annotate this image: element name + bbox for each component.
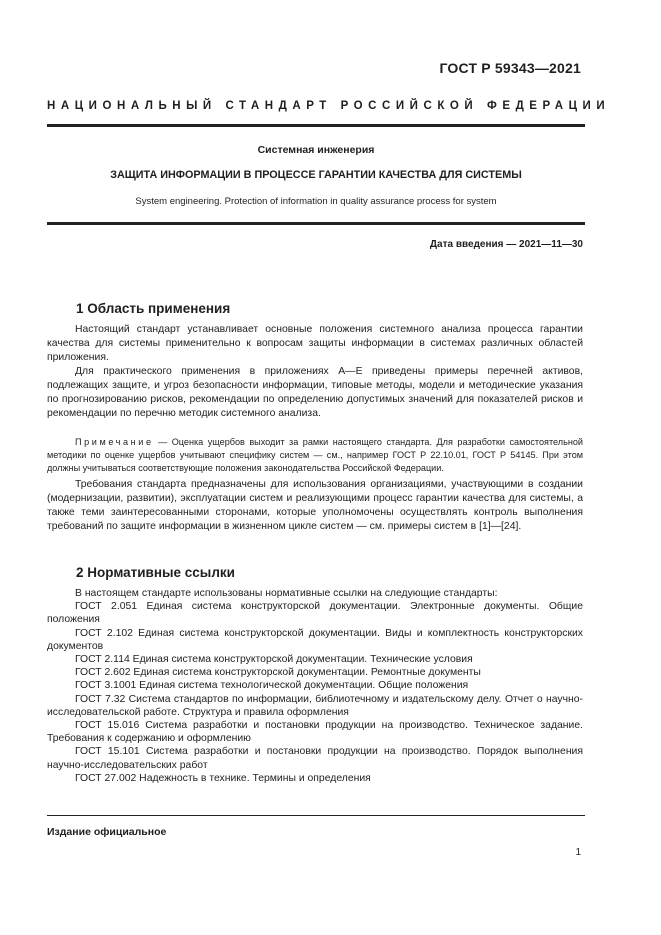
reference-item: ГОСТ 2.102 Единая система конструкторской документации. Виды и комплектность конструкторских документов xyxy=(47,627,583,652)
english-title: System engineering. Protection of information in quality assurance process for system xyxy=(135,196,497,207)
reference-item: ГОСТ 15.016 Система разработки и постановки продукции на производство. Техническое задание. Требования к содержанию и оформлению xyxy=(47,720,583,745)
national-standard-banner: НАЦИОНАЛЬНЫЙ СТАНДАРТ РОССИЙСКОЙ ФЕДЕРАЦИИ xyxy=(47,100,611,112)
paragraph-text: Требования стандарта предназначены для использования организациями, участвующими в создании (модернизации, развитии), эксплуатации систем и реализующими процесс гарантии качества для системы, а также теми заинтересованными сторонами, которые уполномочены осуществлять контроль выполнения требований по защите информации в жизненном цикле систем — см. примеры систем в [1]—[24]. xyxy=(47,479,583,532)
document-subtitle: Системная инженерия xyxy=(257,144,375,156)
note-label: Примечание xyxy=(75,437,154,447)
note-text: — Оценка ущербов выходит за рамки настоящего стандарта. Для разработки самостоятельной методики по оценке ущербов учитывают специфику систем — см., например ГОСТ Р 22.10.01, ГОСТ Р 54145. При этом должны учитываться соответствующие положения законодательства Российской Федерации. xyxy=(47,437,583,473)
section-1-note xyxy=(47,436,583,475)
reference-item: ГОСТ 2.051 Единая система конструкторской документации. Электронные документы. Общие положения xyxy=(47,601,583,626)
reference-item: ГОСТ 3.1001 Единая система технологической документации. Общие положения xyxy=(75,680,469,692)
section-1-paragraph-1 xyxy=(47,323,583,365)
paragraph-text: Настоящий стандарт устанавливает основные положения системного анализа процесса гарантии качества для системы применительно к вопросам защиты информации в системах различных областей приложения. xyxy=(47,324,583,363)
section-1-paragraph-2 xyxy=(47,365,583,421)
reference-item: ГОСТ 27.002 Надежность в технике. Термины и определения xyxy=(75,772,371,784)
normative-references-list xyxy=(47,587,583,785)
title-bottom-rule xyxy=(47,222,585,225)
references-intro: В настоящем стандарте использованы нормативные ссылки на следующие стандарты: xyxy=(75,588,498,599)
section-1-paragraph-3 xyxy=(47,478,583,534)
section-2-heading: 2 Нормативные ссылки xyxy=(76,565,235,580)
reference-item: ГОСТ 2.602 Единая система конструкторской документации. Ремонтные документы xyxy=(75,667,481,679)
introduction-date: Дата введения — 2021—11—30 xyxy=(429,239,583,250)
top-rule xyxy=(47,124,585,127)
official-edition-label: Издание официальное xyxy=(47,826,167,838)
reference-item: ГОСТ 2.114 Единая система конструкторской документации. Технические условия xyxy=(75,654,473,666)
paragraph-text: Для практического применения в приложениях А—Е приведены примеры перечней активов, подлежащих защите, и угроз безопасности информации, типовые методы, модели и методические указания по прогнозированию рисков, рекомендации по определению допустимых значений для показателей рисков и рекомендации по перечню методик системного анализа. xyxy=(47,366,583,419)
note-paragraph xyxy=(47,436,583,475)
footer-rule xyxy=(47,815,585,816)
reference-item: ГОСТ 15.101 Система разработки и постановки продукции на производство. Порядок выполнения научно-исследовательских работ xyxy=(47,746,583,771)
page-number: 1 xyxy=(575,847,581,858)
reference-item: ГОСТ 7.32 Система стандартов по информации, библиотечному и издательскому делу. Отчет о научно-исследовательской работе. Структура и правила оформления xyxy=(47,693,583,718)
document-title: ЗАЩИТА ИНФОРМАЦИИ В ПРОЦЕССЕ ГАРАНТИИ КАЧЕСТВА ДЛЯ СИСТЕМЫ xyxy=(110,169,522,181)
section-1-heading: 1 Область применения xyxy=(76,301,231,316)
gost-code: ГОСТ Р 59343—2021 xyxy=(439,60,581,76)
